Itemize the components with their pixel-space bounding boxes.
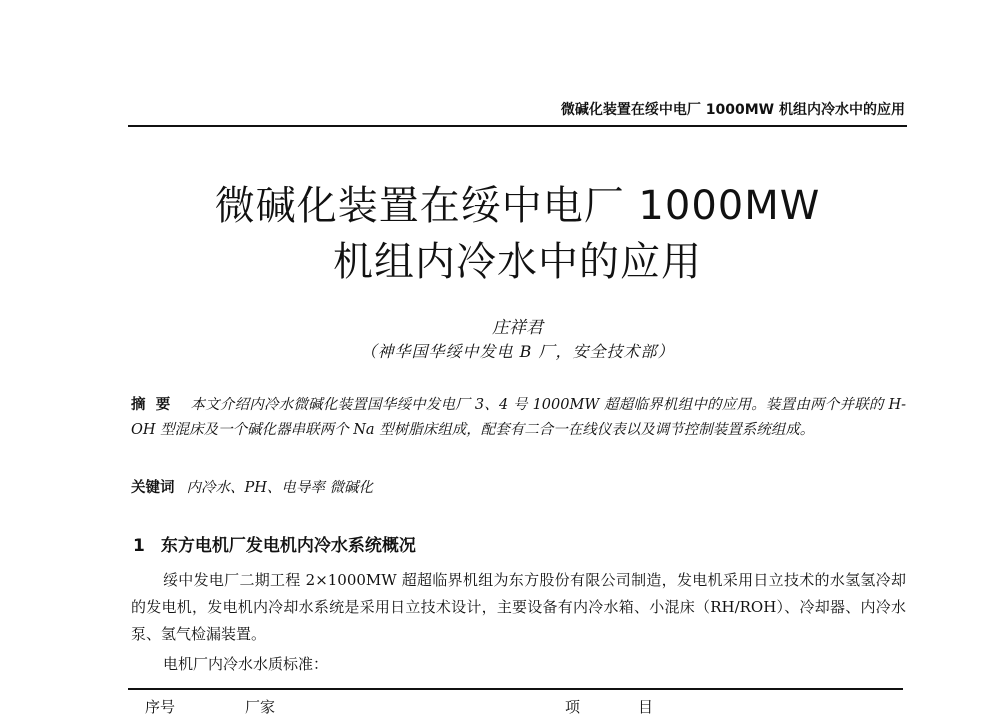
section-number: 1 (133, 536, 145, 556)
section-heading (133, 531, 903, 556)
author-name: 庄祥君 (492, 318, 543, 338)
keywords-text: 内冷水、PH、电导率 微碱化 (186, 480, 374, 496)
keywords-label: 关键词 (131, 480, 175, 496)
table-header-row (128, 696, 903, 718)
author-affiliation: （神华国华绥中发电 B 厂，安全技术部） (360, 342, 675, 361)
abstract-label: 摘要 (131, 397, 181, 413)
table-top-rule (128, 688, 903, 690)
title-line-1: 微碱化装置在绥中电厂 1000MW (214, 183, 821, 229)
table-header-manufacturer: 厂家 (245, 698, 276, 716)
title-line-2: 机组内冷水中的应用 (333, 239, 702, 285)
table-header-item: 项目 (565, 698, 712, 716)
section-title: 东方电机厂发电机内冷水系统概况 (160, 536, 416, 556)
running-header: 微碱化装置在绥中电厂 1000MW 机组内冷水中的应用 (560, 102, 905, 118)
paper-title (128, 178, 907, 290)
abstract (131, 393, 906, 443)
abstract-text: 本文介绍内冷水微碱化装置国华绥中发电厂 3、4 号 1000MW 超超临界机组中的应用。装置由两个并联的 H-OH 型混床及一个碱化器串联两个 Na 型树脂床组成，配套有二合一在线仪表以及调节控制装置系统组成。 (131, 397, 906, 438)
header-rule (128, 125, 907, 127)
keywords (131, 476, 906, 501)
standard-line: 电机厂内冷水水质标准： (163, 655, 329, 673)
body-paragraph: 绥中发电厂二期工程 2×1000MW 超超临界机组为东方股份有限公司制造，发电机采用日立技术的水氢氢冷却的发电机，发电机内冷却水系统是采用日立技术设计，主要设备有内冷水箱、小混床（RH/ROH）、冷却器、内冷水泵、氢气检漏装置。 (131, 571, 906, 643)
table-header-index: 序号 (145, 698, 176, 716)
